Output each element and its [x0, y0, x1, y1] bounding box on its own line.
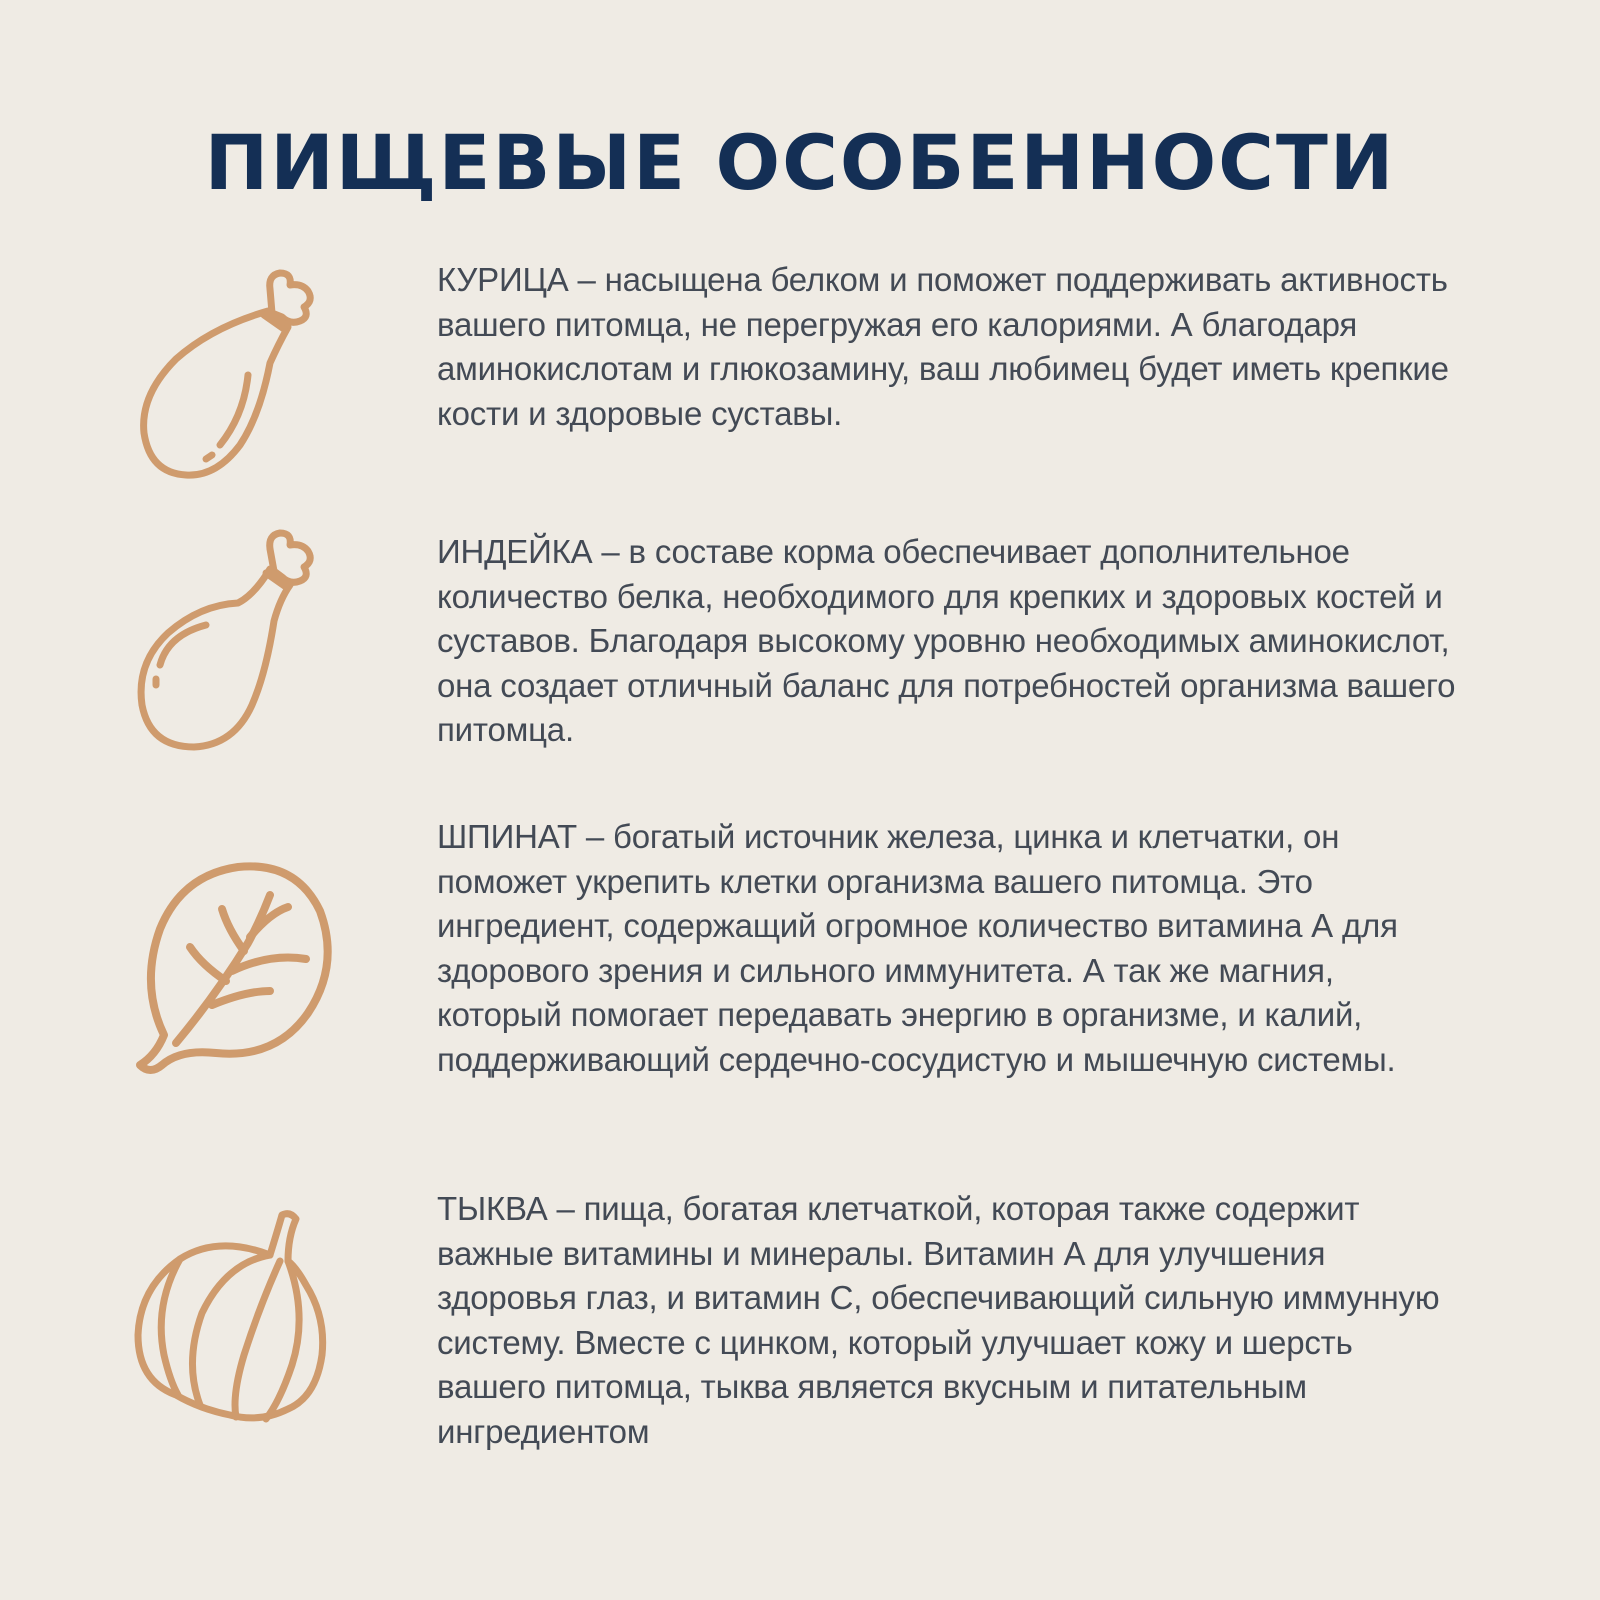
ingredient-text: ТЫКВА – пища, богатая клетчаткой, которая также содержит важные витамины и минералы. Витамин А для улучшения здоровья глаз, и витамин С, обеспечивающий сильную иммунную систему. Вместе с цинком, который улучшает кожу и шерсть вашего питомца, тыква является вкусным и питательным ингредиентом [437, 1190, 1440, 1450]
ingredient-text: КУРИЦА – насыщена белком и поможет поддерживать активность вашего питомца, не перегружая его калориями. А благодаря аминокислотам и глюкозамину, ваш любимец будет иметь крепкие кости и здоровые суставы. [437, 261, 1449, 432]
chicken-leg-icon [120, 255, 360, 495]
page-title: ПИЩЕВЫЕ ОСОБЕННОСТИ [204, 118, 1396, 207]
spinach-leaf-icon [120, 855, 360, 1095]
pumpkin-icon [120, 1205, 360, 1445]
ingredient-text: ШПИНАТ – богатый источник железа, цинка и клетчатки, он поможет укрепить клетки организма вашего питомца. Это ингредиент, содержащий огромное количество витамина А для здорового зрения и сильного иммунитета. А так же магния, который помогает передавать энергию в организме, и калий, поддерживающий сердечно-сосудистую и мышечную системы. [437, 818, 1398, 1078]
ingredient-text: ИНДЕЙКА – в составе корма обеспечивает дополнительное количество белка, необходимого для крепких и здоровых костей и суставов. Благодаря высокому уровню необходимых аминокислот, она создает отличный баланс для потребностей организма вашего питомца. [437, 533, 1456, 748]
turkey-leg-icon [120, 525, 360, 765]
